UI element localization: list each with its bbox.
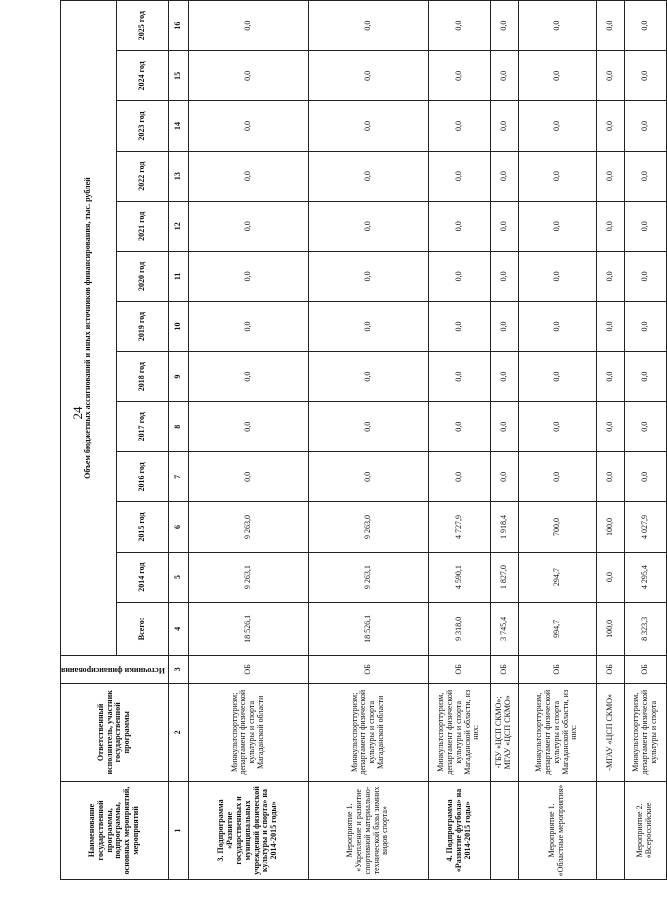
row-executor: -МГАУ «ЦСП СКМО» (596, 683, 624, 781)
row-value: 0,0 (518, 201, 596, 251)
row-value: 0,0 (308, 151, 428, 201)
row-name: Мероприятие 2. «Всероссийские (624, 781, 666, 879)
row-value: 0,0 (428, 251, 490, 301)
row-value: 0,0 (308, 1, 428, 51)
table-row (518, 1, 596, 880)
row-value: 0,0 (428, 201, 490, 251)
header-year: 2015 год (117, 502, 169, 552)
row-value: 0,0 (308, 452, 428, 502)
row-value: 100,0 (596, 502, 624, 552)
header-year: 2021 год (117, 201, 169, 251)
row-value: 0,0 (596, 1, 624, 51)
header-year: 2017 год (117, 402, 169, 452)
header-volume: Объем бюджетных ассигнований и иных источников финансирования, тыс. рублей (61, 1, 117, 656)
row-value: 0,0 (596, 402, 624, 452)
header-year: 2024 год (117, 51, 169, 101)
header-year: 2014 год (117, 552, 169, 602)
header-year: 2025 год (117, 1, 169, 51)
row-value: 0,0 (308, 101, 428, 151)
row-value: 0,0 (518, 352, 596, 402)
row-value: 1 918,4 (490, 502, 518, 552)
row-value: 0,0 (308, 352, 428, 402)
row-value: 4 295,4 (624, 552, 666, 602)
row-value: 0,0 (596, 352, 624, 402)
header-year: 2018 год (117, 352, 169, 402)
row-value: 0,0 (596, 51, 624, 101)
row-value: 0,0 (188, 101, 308, 151)
row-value: 0,0 (188, 301, 308, 351)
row-total: 9 318,0 (428, 602, 490, 655)
column-number: 16 (168, 1, 188, 51)
row-value: 0,0 (490, 101, 518, 151)
row-value: 4 590,1 (428, 552, 490, 602)
row-value: 0,0 (188, 352, 308, 402)
row-value: 0,0 (188, 151, 308, 201)
row-value: 0,0 (596, 201, 624, 251)
row-source: ОБ (490, 656, 518, 684)
row-value: 0,0 (188, 402, 308, 452)
row-total: 18 526,1 (188, 602, 308, 655)
column-number: 15 (168, 51, 188, 101)
row-value: 0,0 (624, 452, 666, 502)
row-value: 0,0 (490, 51, 518, 101)
header-total: Всего: (117, 602, 169, 655)
row-value: 0,0 (596, 251, 624, 301)
row-value: 0,0 (624, 101, 666, 151)
row-value: 0,0 (518, 301, 596, 351)
row-value: 0,0 (518, 402, 596, 452)
table-row (624, 1, 666, 880)
row-value: 0,0 (188, 1, 308, 51)
row-name (490, 781, 518, 879)
row-value: 0,0 (518, 101, 596, 151)
row-value: 294,7 (518, 552, 596, 602)
header-year: 2020 год (117, 251, 169, 301)
row-value: 0,0 (188, 201, 308, 251)
table-row (596, 1, 624, 880)
column-number: 14 (168, 101, 188, 151)
table-row (490, 1, 518, 880)
row-value: 0,0 (518, 1, 596, 51)
row-source: ОБ (624, 656, 666, 684)
row-value: 0,0 (490, 352, 518, 402)
row-value: 0,0 (624, 352, 666, 402)
row-source: ОБ (596, 656, 624, 684)
row-value: 0,0 (188, 452, 308, 502)
row-executor: Минкультспорттуризм, департамент физической культуры и спорта Магаданской области, из них: (428, 683, 490, 781)
row-value: 0,0 (428, 101, 490, 151)
row-value: 9 263,0 (308, 502, 428, 552)
rotated-table-container (60, 0, 658, 880)
header-source: Источники финансирования (61, 656, 169, 684)
row-total: 18 526,1 (308, 602, 428, 655)
row-value: 0,0 (308, 51, 428, 101)
row-name (596, 781, 624, 879)
row-total: 8 323,3 (624, 602, 666, 655)
row-value: 0,0 (624, 402, 666, 452)
column-number: 8 (168, 402, 188, 452)
table-row (428, 1, 490, 880)
header-executor: Ответственный исполнитель, участник государственной программы (61, 683, 169, 781)
row-value: 0,0 (624, 1, 666, 51)
column-number: 5 (168, 552, 188, 602)
row-source: ОБ (308, 656, 428, 684)
column-number-row (168, 1, 188, 880)
row-value: 0,0 (518, 251, 596, 301)
column-number: 3 (168, 656, 188, 684)
row-executor: Минкультспорттуризм; департамент физической культуры и спорта Магаданской области (188, 683, 308, 781)
header-year: 2023 год (117, 101, 169, 151)
header-year: 2019 год (117, 301, 169, 351)
page-number: 24 (70, 406, 85, 420)
row-value: 0,0 (490, 301, 518, 351)
row-name: 4. Подпрограмма «Развитие футбола» на 2014-2015 годы» (428, 781, 490, 879)
row-value: 700,0 (518, 502, 596, 552)
table-row (188, 1, 308, 880)
header-year: 2022 год (117, 151, 169, 201)
row-value: 0,0 (596, 151, 624, 201)
row-value: 0,0 (518, 452, 596, 502)
row-value: 4 027,9 (624, 502, 666, 552)
row-value: 9 263,1 (308, 552, 428, 602)
row-value: 0,0 (490, 402, 518, 452)
column-number: 1 (168, 781, 188, 879)
row-value: 0,0 (624, 201, 666, 251)
row-value: 0,0 (308, 201, 428, 251)
row-value: 0,0 (490, 452, 518, 502)
row-value: 0,0 (624, 51, 666, 101)
row-value: 9 263,0 (188, 502, 308, 552)
row-total: 100,0 (596, 602, 624, 655)
row-value: 0,0 (188, 251, 308, 301)
table-body (188, 1, 666, 880)
row-executor: Минкультспорттуризм; департамент физической культуры и спорта Магаданской области (308, 683, 428, 781)
row-value: 0,0 (428, 301, 490, 351)
row-value: 1 827,0 (490, 552, 518, 602)
row-name: Мероприятие 1. «Областные мероприятия» (518, 781, 596, 879)
column-number: 6 (168, 502, 188, 552)
column-number: 4 (168, 602, 188, 655)
row-value: 9 263,1 (188, 552, 308, 602)
row-value: 0,0 (428, 352, 490, 402)
row-total: 3 745,4 (490, 602, 518, 655)
row-value: 0,0 (490, 1, 518, 51)
row-value: 0,0 (490, 151, 518, 201)
header-year: 2016 год (117, 452, 169, 502)
row-value: 0,0 (596, 301, 624, 351)
row-value: 0,0 (596, 452, 624, 502)
row-value: 0,0 (188, 51, 308, 101)
row-value: 0,0 (308, 402, 428, 452)
column-number: 11 (168, 251, 188, 301)
row-source: ОБ (188, 656, 308, 684)
row-value: 4 727,9 (428, 502, 490, 552)
column-number: 2 (168, 683, 188, 781)
row-value: 0,0 (490, 201, 518, 251)
row-value: 0,0 (428, 452, 490, 502)
column-number: 9 (168, 352, 188, 402)
row-total: 994,7 (518, 602, 596, 655)
row-value: 0,0 (428, 402, 490, 452)
row-value: 0,0 (308, 251, 428, 301)
financing-table (60, 0, 667, 880)
table-row (308, 1, 428, 880)
row-value: 0,0 (596, 101, 624, 151)
column-number: 13 (168, 151, 188, 201)
row-value: 0,0 (624, 151, 666, 201)
row-value: 0,0 (518, 51, 596, 101)
row-executor: -ГБУ «ЦСП СКМО»; МГАУ «ЦСП СКМО» (490, 683, 518, 781)
row-value: 0,0 (518, 151, 596, 201)
row-value: 0,0 (428, 151, 490, 201)
column-number: 12 (168, 201, 188, 251)
row-executor: Минкультспорттуризм, департамент физической культуры и спорта (624, 683, 666, 781)
row-value: 0,0 (490, 251, 518, 301)
row-value: 0,0 (308, 301, 428, 351)
header-name: Наименование государственной программы, подпрограммы, основных мероприятий, мероприятий (61, 781, 169, 879)
column-number: 7 (168, 452, 188, 502)
row-source: ОБ (428, 656, 490, 684)
row-value: 0,0 (624, 251, 666, 301)
row-value: 0,0 (428, 1, 490, 51)
row-source: ОБ (518, 656, 596, 684)
row-name: Мероприятие 1. «Укрепление и развитие спортивной материально-технической базы зимних видов спорта» (308, 781, 428, 879)
row-name: 3. Подпрограмма «Развитие государственных и муниципальных учреждений физической культуры и спорта» на 2014-2015 годы» (188, 781, 308, 879)
row-value: 0,0 (624, 301, 666, 351)
row-value: 0,0 (596, 552, 624, 602)
row-executor: Минкультспорттуризм, департамент физической культуры и спорта Магаданской области, из них: (518, 683, 596, 781)
row-value: 0,0 (428, 51, 490, 101)
column-number: 10 (168, 301, 188, 351)
